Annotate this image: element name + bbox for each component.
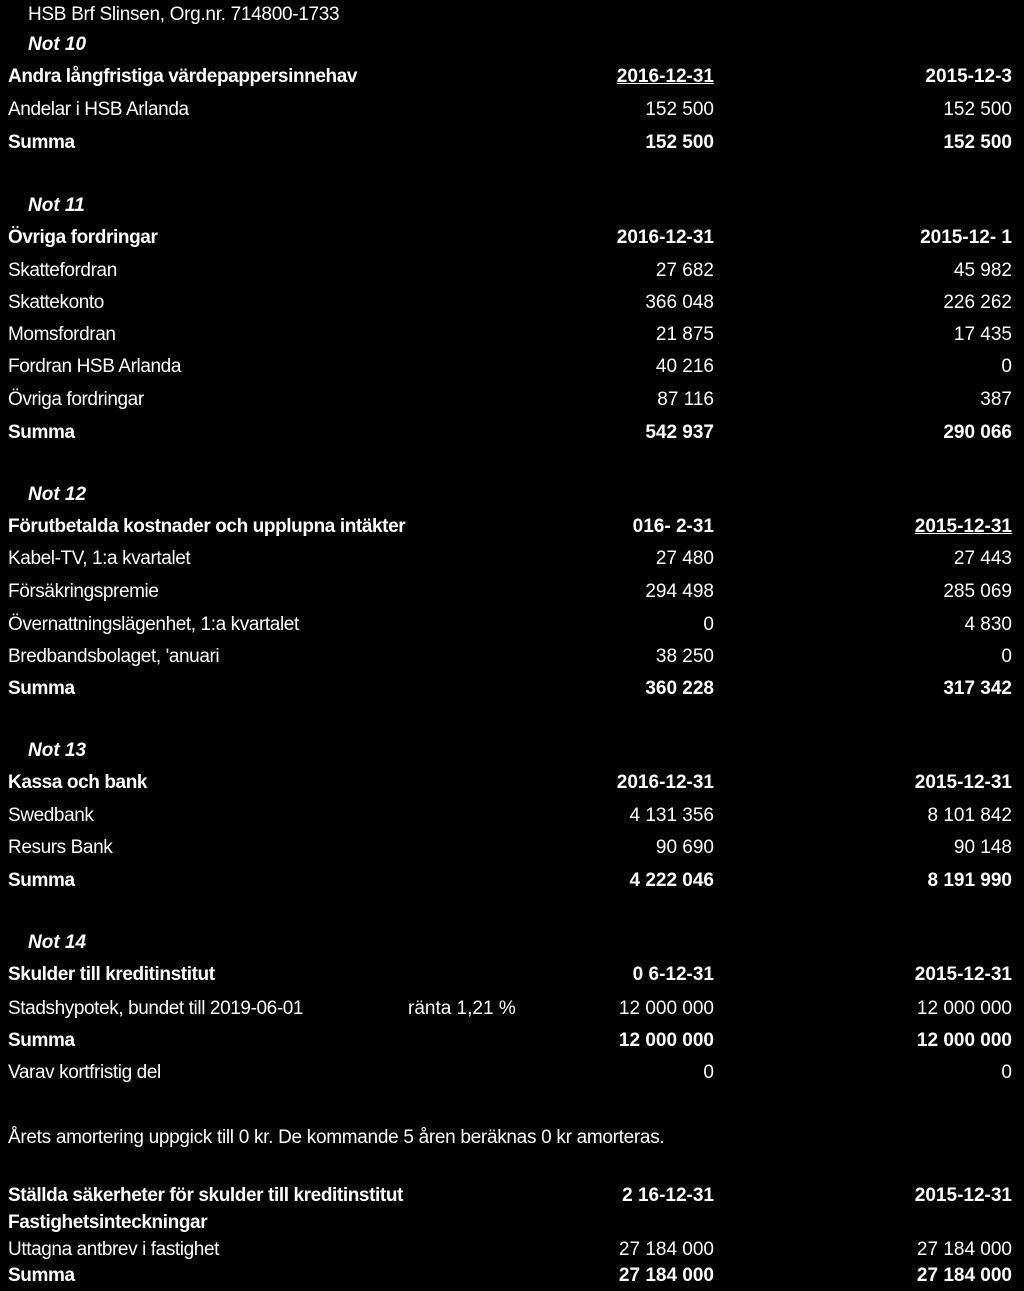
- table-row: [0, 833, 1024, 863]
- note-12-heading: [0, 512, 1024, 542]
- row-col-a: 360 228: [645, 678, 714, 699]
- row-col-b: 152 500: [943, 132, 1012, 153]
- row-col-a: 366 048: [645, 292, 714, 313]
- heading-label: Kassa och bank: [8, 772, 148, 793]
- heading-label: Andra långfristiga värdepappersinnehav: [8, 66, 358, 87]
- row-label: Momsfordran: [8, 324, 116, 345]
- note-11-heading: [0, 223, 1024, 253]
- subheading-label: Fastighetsinteckningar: [8, 1212, 208, 1233]
- table-row-sum: [0, 1026, 1024, 1056]
- heading-label: Förutbetalda kostnader och upplupna intäkter: [8, 516, 406, 537]
- heading-label: Övriga fordringar: [8, 227, 158, 248]
- row-col-b: 152 500: [943, 99, 1012, 120]
- table-row: [0, 642, 1024, 672]
- heading-col-a: 2 16-12-31: [622, 1185, 714, 1206]
- row-col-a: 38 250: [655, 646, 714, 667]
- row-col-b: 90 148: [953, 837, 1012, 858]
- row-col-a: 4 222 046: [629, 870, 714, 891]
- heading-label: Ställda säkerheter för skulder till kreditinstitut: [8, 1185, 403, 1206]
- row-col-b: 12 000 000: [916, 998, 1012, 1019]
- table-row: [0, 288, 1024, 318]
- row-mid-rate: ränta 1,21 %: [408, 998, 516, 1019]
- row-col-b: 285 069: [943, 581, 1012, 602]
- row-col-b: 45 982: [953, 260, 1012, 281]
- row-col-a: 12 000 000: [618, 1030, 714, 1051]
- row-col-a: 40 216: [655, 356, 714, 377]
- row-label: Summa: [8, 422, 75, 443]
- row-col-a: 27 480: [655, 548, 714, 569]
- row-label: Stadshypotek, bundet till 2019-06-01: [8, 998, 304, 1019]
- row-label: Swedbank: [8, 805, 94, 826]
- note-11-title: Not 11: [28, 195, 85, 216]
- table-row: [0, 256, 1024, 286]
- heading-col-b: 2015-12-31: [914, 516, 1012, 537]
- row-col-a: 27 682: [655, 260, 714, 281]
- row-col-b: 8 191 990: [927, 870, 1012, 891]
- table-row: [0, 320, 1024, 350]
- row-label: Försäkringspremie: [8, 581, 159, 602]
- row-col-b: 387: [980, 389, 1012, 410]
- heading-col-a: 2016-12-31: [616, 227, 714, 248]
- note-13-heading: [0, 768, 1024, 798]
- row-col-b: 290 066: [943, 422, 1012, 443]
- row-label: Resurs Bank: [8, 837, 113, 858]
- row-label: Summa: [8, 870, 75, 891]
- row-label: Skattefordran: [8, 260, 117, 281]
- row-label: Övriga fordringar: [8, 389, 144, 410]
- heading-col-b: 2015-12-3: [925, 66, 1012, 87]
- row-col-b: 17 435: [953, 324, 1012, 345]
- row-label: Summa: [8, 1265, 75, 1286]
- row-label: Bredbandsbolaget, 'anuari: [8, 646, 220, 667]
- row-label: Varav kortfristig del: [8, 1062, 161, 1083]
- row-col-b: 0: [1001, 646, 1012, 667]
- amortization-text: Årets amortering uppgick till 0 kr. De kommande 5 åren beräknas 0 kr amorteras.: [8, 1127, 665, 1148]
- note-14-title: Not 14: [28, 932, 87, 953]
- row-col-a: 90 690: [655, 837, 714, 858]
- heading-col-a: 2016-12-31: [616, 772, 714, 793]
- row-label: Uttagna antbrev i fastighet: [8, 1239, 220, 1260]
- note-12-title: Not 12: [28, 484, 87, 505]
- securities-heading: [0, 1181, 1024, 1211]
- note-13-title: Not 13: [28, 740, 87, 761]
- row-label: Summa: [8, 1030, 75, 1051]
- heading-col-a: 016- 2-31: [632, 516, 714, 537]
- row-col-a: 0: [703, 614, 714, 635]
- heading-col-a: 0 6-12-31: [632, 964, 714, 985]
- table-row: [0, 95, 1024, 125]
- row-col-b: 27 184 000: [916, 1265, 1012, 1286]
- table-row: [0, 994, 1024, 1024]
- row-col-b: 226 262: [943, 292, 1012, 313]
- row-label: Fordran HSB Arlanda: [8, 356, 181, 377]
- row-col-b: 12 000 000: [916, 1030, 1012, 1051]
- heading-col-b: 2015-12-31: [914, 964, 1012, 985]
- table-row-sum: [0, 866, 1024, 896]
- row-col-a: 294 498: [645, 581, 714, 602]
- table-row: [0, 801, 1024, 831]
- row-label: Kabel-TV, 1:a kvartalet: [8, 548, 191, 569]
- row-col-a: 12 000 000: [618, 998, 714, 1019]
- row-col-b: 4 830: [964, 614, 1012, 635]
- row-col-b: 27 184 000: [916, 1239, 1012, 1260]
- table-row-sum: [0, 418, 1024, 448]
- table-row: [0, 352, 1024, 382]
- heading-col-b: 2015-12-31: [914, 1185, 1012, 1206]
- row-col-a: 27 184 000: [618, 1239, 714, 1260]
- table-row: [0, 544, 1024, 574]
- table-row: [0, 1058, 1024, 1088]
- row-col-b: 27 443: [953, 548, 1012, 569]
- table-row-sum: [0, 1261, 1024, 1291]
- row-col-a: 87 116: [657, 389, 714, 410]
- document-header: HSB Brf Slinsen, Org.nr. 714800-1733: [28, 4, 340, 25]
- note-10-title: Not 10: [28, 34, 87, 55]
- row-label: Skattekonto: [8, 292, 104, 313]
- table-row-sum: [0, 674, 1024, 704]
- row-col-a: 152 500: [645, 132, 714, 153]
- row-col-a: 21 875: [655, 324, 714, 345]
- note-10-heading: [0, 62, 1024, 92]
- row-label: Summa: [8, 132, 75, 153]
- row-col-a: 542 937: [645, 422, 714, 443]
- table-row: [0, 385, 1024, 415]
- row-col-a: 152 500: [645, 99, 714, 120]
- row-label: Andelar i HSB Arlanda: [8, 99, 189, 120]
- row-col-a: 27 184 000: [618, 1265, 714, 1286]
- row-label: Summa: [8, 678, 75, 699]
- row-col-b: 0: [1001, 1062, 1012, 1083]
- row-col-b: 317 342: [943, 678, 1012, 699]
- securities-subheading: [0, 1208, 1024, 1238]
- table-row: [0, 577, 1024, 607]
- row-col-b: 8 101 842: [927, 805, 1012, 826]
- heading-col-a: 2016-12-31: [616, 66, 714, 87]
- table-row-sum: [0, 128, 1024, 158]
- row-label: Övernattningslägenhet, 1:a kvartalet: [8, 614, 299, 635]
- row-col-b: 0: [1001, 356, 1012, 377]
- heading-col-b: 2015-12-31: [914, 772, 1012, 793]
- row-col-a: 0: [703, 1062, 714, 1083]
- note-14-heading: [0, 960, 1024, 990]
- table-row: [0, 610, 1024, 640]
- heading-label: Skulder till kreditinstitut: [8, 964, 215, 985]
- row-col-a: 4 131 356: [629, 805, 714, 826]
- heading-col-b: 2015-12- 1: [920, 227, 1012, 248]
